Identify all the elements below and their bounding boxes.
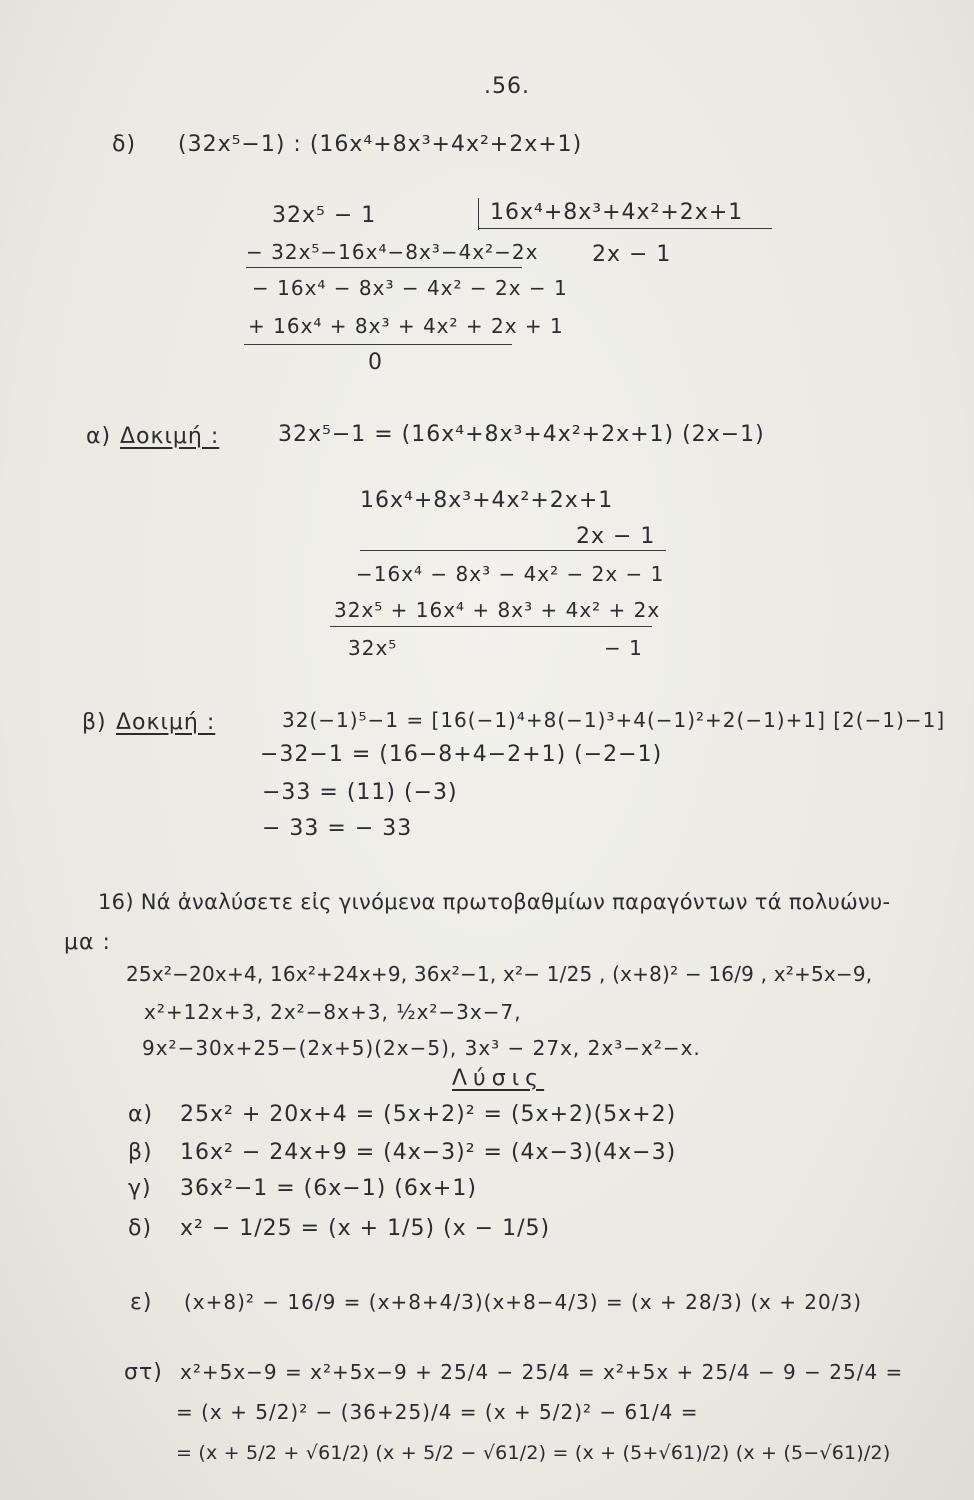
solution-d-text: x² − 1/25 = (x + 1/5) (x − 1/5) — [180, 1216, 551, 1241]
solution-f-line-2: = (x + 5/2)² − (36+25)/4 = (x + 5/2)² − 61/4 = — [176, 1400, 699, 1424]
division-remainder: 0 — [368, 350, 383, 375]
division-dividend: 32x⁵ − 1 — [272, 203, 377, 228]
division-bracket-vertical — [478, 198, 479, 230]
mult-row-5: 32x⁵ — [348, 636, 398, 660]
mult-row-4: 32x⁵ + 16x⁴ + 8x³ + 4x² + 2x — [334, 598, 661, 622]
solution-f-line-3: = (x + 5/2 + √61/2) (x + 5/2 − √61/2) = (x + (5+√61)/2) (x + (5−√61)/2) — [176, 1442, 891, 1464]
page-number: .56. — [484, 74, 530, 99]
mult-row-1: 16x⁴+8x³+4x²+2x+1 — [360, 488, 614, 513]
solution-b-label: β) — [128, 1140, 153, 1165]
polynomial-list-2: x²+12x+3, 2x²−8x+3, ½x²−3x−7, — [144, 1000, 522, 1024]
division-rule-1 — [246, 267, 522, 268]
division-row-1: − 32x⁵−16x⁴−8x³−4x²−2x — [246, 240, 539, 264]
solution-d-label: δ) — [128, 1216, 153, 1241]
division-row-2: − 16x⁴ − 8x³ − 4x² − 2x − 1 — [252, 276, 568, 300]
solution-f-label: στ) — [124, 1360, 163, 1385]
check-a-equation: 32x⁵−1 = (16x⁴+8x³+4x²+2x+1) (2x−1) — [278, 422, 765, 447]
check-b-label: β) — [82, 710, 107, 735]
polynomial-list-3: 9x²−30x+25−(2x+5)(2x−5), 3x³ − 27x, 2x³−x²−x. — [142, 1036, 701, 1060]
check-b-line-3: −33 = (11) (−3) — [262, 780, 458, 805]
check-b-line-4: − 33 = − 33 — [262, 816, 413, 841]
problem-16-intro-cont: μα : — [64, 930, 111, 955]
delta-label: δ) — [112, 132, 137, 157]
solution-e-label: ε) — [130, 1290, 153, 1315]
solution-a-text: 25x² + 20x+4 = (5x+2)² = (5x+2)(5x+2) — [180, 1102, 677, 1127]
check-a-title: Δοκιμή : — [120, 424, 220, 449]
solution-f-text: x²+5x−9 = x²+5x−9 + 25/4 − 25/4 = x²+5x + 25/4 − 9 − 25/4 = — [180, 1360, 904, 1384]
check-b-title: Δοκιμή : — [116, 710, 216, 735]
division-divisor: 16x⁴+8x³+4x²+2x+1 — [490, 200, 744, 225]
mult-row-3: −16x⁴ − 8x³ − 4x² − 2x − 1 — [356, 562, 665, 586]
delta-expression: (32x⁵−1) : (16x⁴+8x³+4x²+2x+1) — [178, 132, 583, 157]
check-b-line-2: −32−1 = (16−8+4−2+1) (−2−1) — [260, 742, 663, 767]
solution-a-label: α) — [128, 1102, 154, 1127]
solution-title: Λύσις — [452, 1066, 545, 1091]
check-a-label: α) — [86, 424, 112, 449]
solution-c-text: 36x²−1 = (6x−1) (6x+1) — [180, 1176, 477, 1201]
solution-b-text: 16x² − 24x+9 = (4x−3)² = (4x−3)(4x−3) — [180, 1140, 677, 1165]
problem-16-intro: 16) Νά ἀναλύσετε εἰς γινόμενα πρωτοβαθμίων παραγόντων τά πολυώνυ- — [98, 890, 891, 914]
division-quotient: 2x − 1 — [592, 242, 672, 267]
division-bracket-horizontal — [478, 228, 772, 229]
division-rule-2 — [244, 344, 512, 345]
check-b-line-1: 32(−1)⁵−1 = [16(−1)⁴+8(−1)³+4(−1)²+2(−1)+1] [2(−1)−1] — [282, 708, 946, 732]
polynomial-list-1: 25x²−20x+4, 16x²+24x+9, 36x²−1, x²− 1/25 , (x+8)² − 16/9 , x²+5x−9, — [126, 962, 873, 986]
solution-e-text: (x+8)² − 16/9 = (x+8+4/3)(x+8−4/3) = (x + 28/3) (x + 20/3) — [184, 1290, 863, 1314]
mult-rule-1 — [360, 550, 666, 551]
mult-row-6: − 1 — [604, 636, 643, 660]
mult-rule-2 — [330, 626, 652, 627]
division-row-3: + 16x⁴ + 8x³ + 4x² + 2x + 1 — [248, 314, 564, 338]
mult-row-2: 2x − 1 — [576, 524, 656, 549]
solution-c-label: γ) — [128, 1176, 152, 1201]
